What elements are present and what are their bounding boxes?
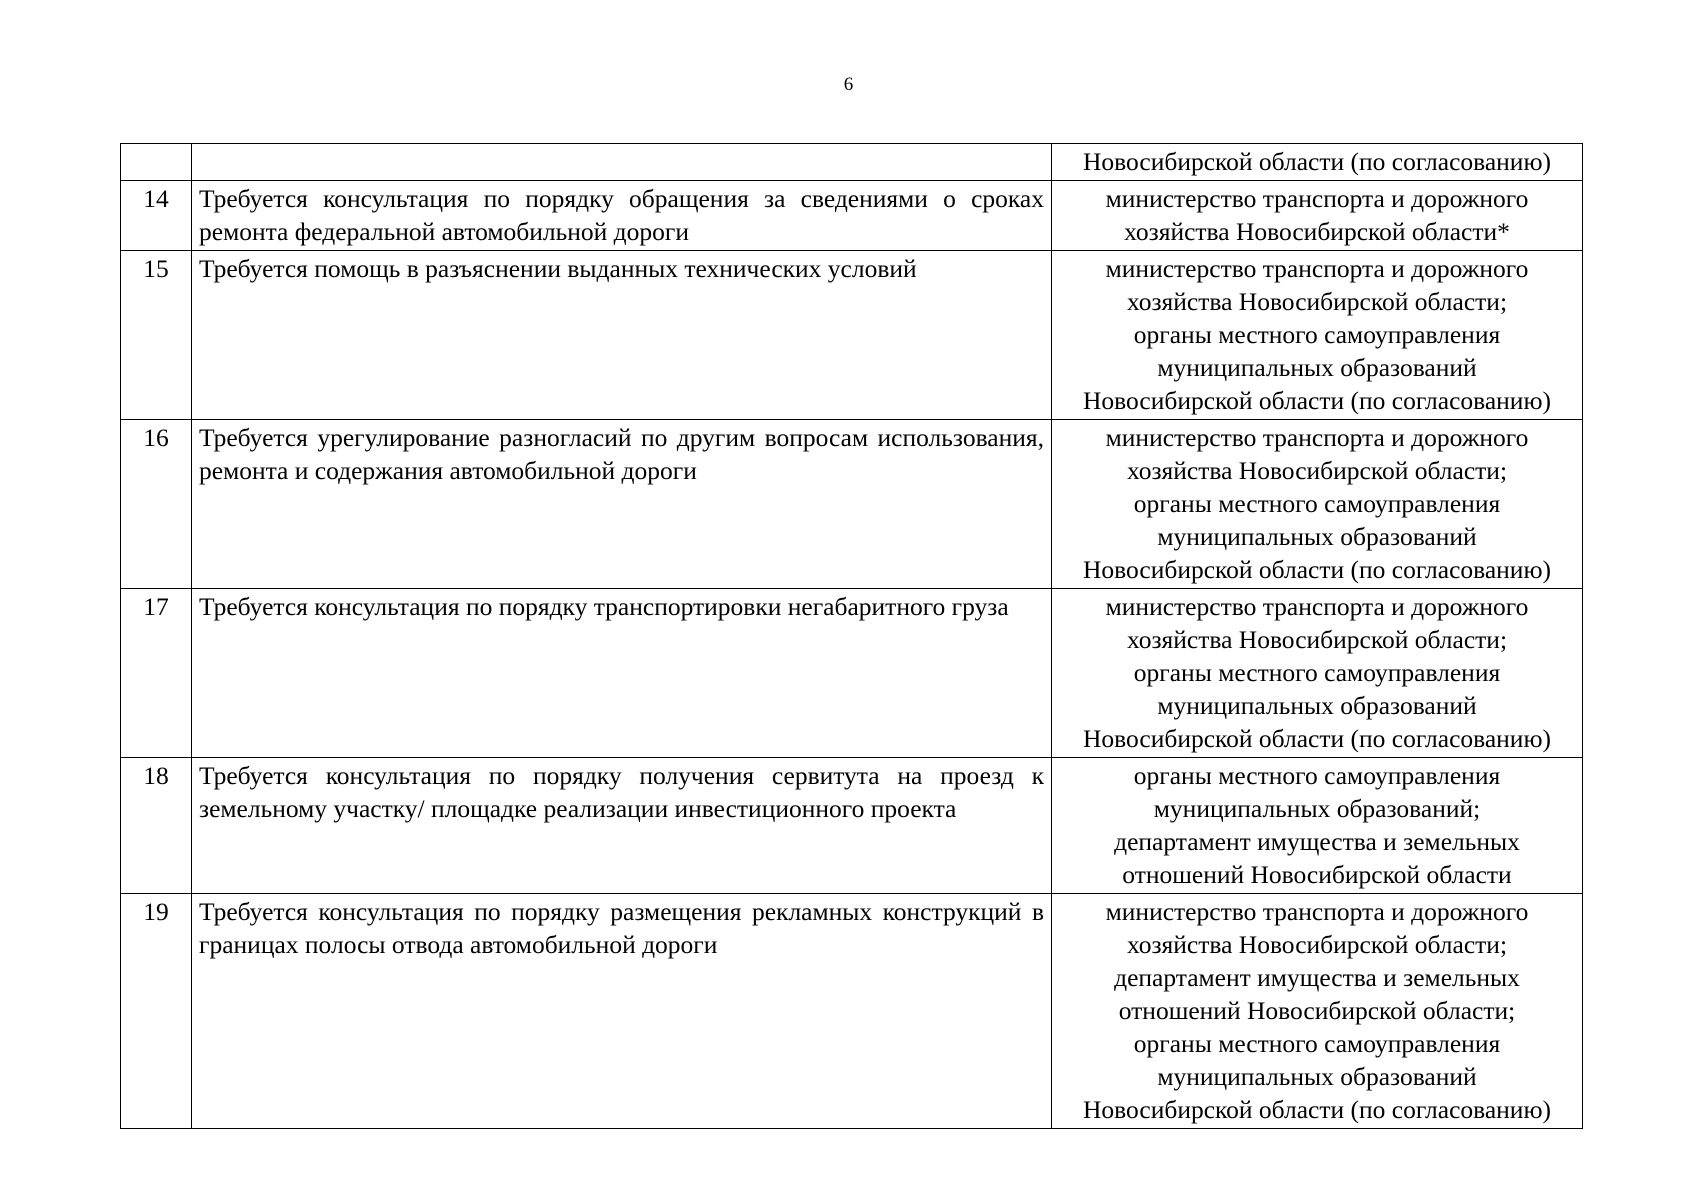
table-row [121,251,1583,420]
responsible-line: хозяйства Новосибирской области; [1126,930,1508,959]
description-text: Требуется помощь в разъяснении выданных технических условий [199,254,917,283]
row-number: 15 [121,251,192,420]
responsible-line: министерство транспорта и дорожного [1105,897,1529,926]
row-responsible [1052,894,1583,1129]
table-row [121,181,1583,251]
responsible-line: Новосибирской области (по согласованию) [1082,724,1551,753]
responsible-line: муниципальных образований [1157,691,1477,720]
responsible-line: муниципальных образований; [1153,794,1481,823]
row-description [192,181,1052,251]
responsible-line: хозяйства Новосибирской области; [1126,625,1508,654]
description-text: Требуется консультация по порядку получения сервитута на проезд к земельному участку/ площадке реализации инвестиционного проекта [199,761,1044,823]
responsible-line: муниципальных образований [1157,353,1477,382]
row-number: 17 [121,589,192,758]
row-responsible [1052,589,1583,758]
row-description [192,420,1052,589]
measures-table [120,143,1583,1129]
responsible-line: хозяйства Новосибирской области; [1126,456,1508,485]
row-responsible [1052,251,1583,420]
responsible-line: министерство транспорта и дорожного [1105,254,1529,283]
responsible-line: Новосибирской области (по согласованию) [1082,1095,1551,1124]
page-number: 6 [843,74,854,95]
description-text: Требуется урегулирование разногласий по другим вопросам использования, ремонта и содержания автомобильной дороги [199,423,1044,485]
responsible-line: муниципальных образований [1157,1062,1477,1091]
responsible-line: хозяйства Новосибирской области* [1124,217,1510,246]
responsible-line: хозяйства Новосибирской области; [1126,287,1508,316]
row-number: 14 [121,181,192,251]
row-number [121,144,192,181]
responsible-line: органы местного самоуправления [1133,658,1501,687]
responsible-line: отношений Новосибирской области [1122,860,1512,889]
description-text: Требуется консультация по порядку обращения за сведениями о сроках ремонта федеральной автомобильной дороги [199,184,1044,246]
responsible-line: министерство транспорта и дорожного [1105,592,1529,621]
table-row [121,589,1583,758]
responsible-line: Новосибирской области (по согласованию) [1082,386,1551,415]
responsible-line: муниципальных образований [1157,522,1477,551]
row-responsible [1052,144,1583,181]
row-responsible [1052,181,1583,251]
row-description [192,144,1052,181]
table-row [121,420,1583,589]
responsible-line: органы местного самоуправления [1133,761,1501,790]
responsible-line: Новосибирской области (по согласованию) [1082,555,1551,584]
description-text: Требуется консультация по порядку размещения рекламных конструкций в границах полосы отвода автомобильной дороги [199,897,1044,959]
responsible-line: органы местного самоуправления [1133,320,1501,349]
responsible-line: органы местного самоуправления [1133,489,1501,518]
row-description [192,894,1052,1129]
responsible-line: Новосибирской области (по согласованию) [1082,147,1551,176]
row-responsible [1052,420,1583,589]
responsible-line: департамент имущества и земельных [1114,827,1520,856]
row-number: 19 [121,894,192,1129]
table-row [121,894,1583,1129]
row-description [192,251,1052,420]
table-row [121,758,1583,894]
responsible-line: отношений Новосибирской области; [1118,996,1516,1025]
row-number: 18 [121,758,192,894]
responsible-line: органы местного самоуправления [1133,1029,1501,1058]
responsible-line: министерство транспорта и дорожного [1105,184,1529,213]
row-number: 16 [121,420,192,589]
responsible-line: департамент имущества и земельных [1114,963,1520,992]
row-description [192,758,1052,894]
row-description [192,589,1052,758]
responsible-line: министерство транспорта и дорожного [1105,423,1529,452]
table-row [121,144,1583,181]
row-responsible [1052,758,1583,894]
description-text: Требуется консультация по порядку транспортировки негабаритного груза [199,592,1009,621]
